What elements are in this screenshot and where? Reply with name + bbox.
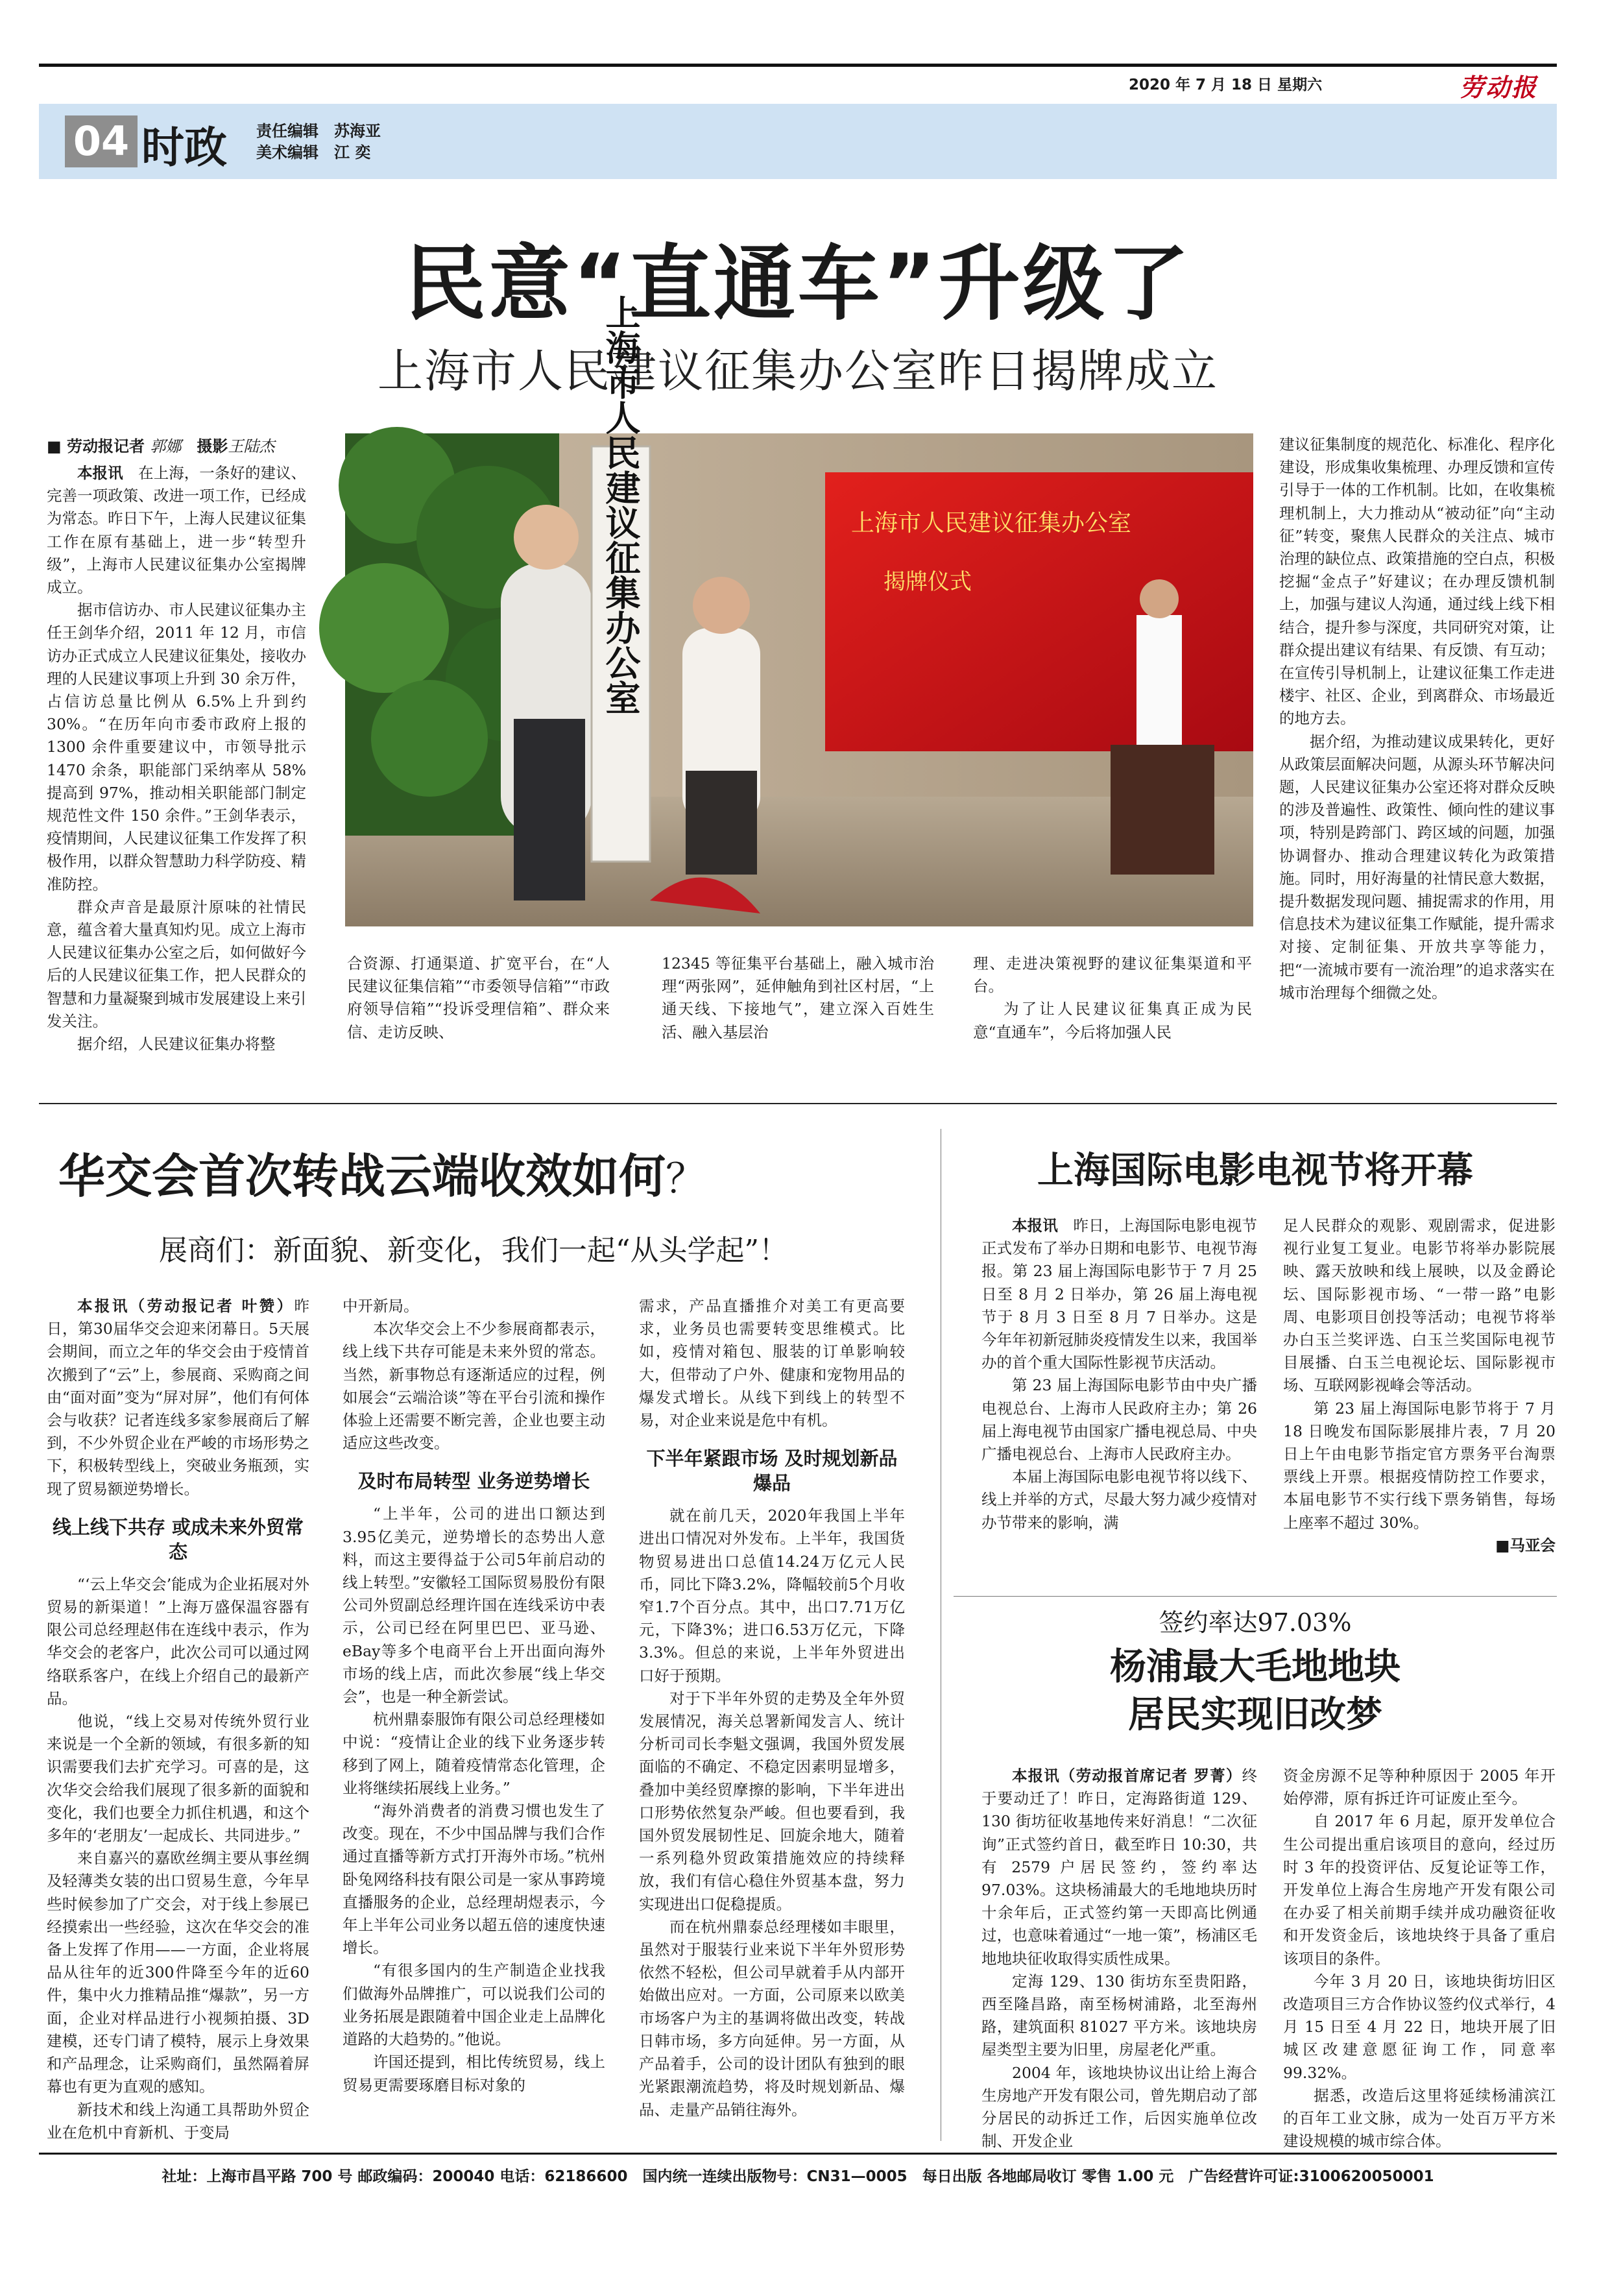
a1-column-1: 本报讯 在上海，一条好的建议、完善一项政策、改进一项工作，已经成为常态。昨日下午，上海人民建议征集工作在原有基础上，进一步“转型升级”，上海市人民建议征集办公室揭牌成立。 据市信访办、市人民建议征集办主任王剑华介绍，2011 年 12 月，市信访办正式成立人民建议征集处，接收办理的人民建议事项上升到 30 余万件，占信访总量比例从 6.5%上升到约 30%。“在历年向市委市政府上报的 1300 余件重要建议中，市领导批示 1470 余条，职能部门采纳率从 58%提高到 97%，推动相关职能部门制定规范性文件 150 余件。”王剑华表示，疫情期间，人民建议征集工作发挥了积极作用，以群众智慧助力科学防疫、精准防控。 群众声音是最原汁原味的社情民意，蕴含着大量真知灼见。成立上海市人民建议征集办公室之后，如何做好今后的人民建议征集工作，把人民群众的智慧和力量凝聚到城市发展建设上来引发关注。 据介绍，人民建议征集办将整 [47,464,307,1054]
a4-column-1: 本报讯（劳动报首席记者 罗菁）终于要动迁了！昨日，定海路街道 129、130 街坊征收基地传来好消息！“二次征询”正式签约首日，截至昨日 10:30，共有 2579 户居民签约，签约率达 97.03%。这块杨浦最大的毛地地块历时十余年后，正式签约第一天即高比例通过，也意味着通过“一地一策”，杨浦区毛地地块征收取得实质性成果。 定海 129、130 街坊东至贵阳路，西至隆昌路，南至杨树浦路，北至海州路，建筑面积 81027 平方米。该地块房屋类型主要为旧里，房屋老化严重。 2004 年，该地块协议出让给上海合生房地产开发有限公司，曾先期启动了部分居民的动拆迁工作，后因实施单位改制、开发企业 [981,1767,1257,2151]
a2-subtitle: 展商们：新面貌、新变化，我们一起“从头学起”！ [159,1234,787,1267]
a3-column-1: 本报讯 昨日，上海国际电影电视节正式发布了举办日期和电影节、电视节海报。第 23 届上海国际电影节于 7 月 25 日至 8 月 2 日举办，第 26 届上海电视节于 8 月 3 日至 8 月 7 日举办。这是今年年初新冠肺炎疫情发生以来，我国举办的首个重大国际性影视节庆活动。 第 23 届上海国际电影节由中央广播电视总台、上海市人民政府主办；第 26 届上海电视节由国家广播电视总局、中央广播电视总台、上海市人民政府主办。 本届上海国际电影电视节将以线下、线上并举的方式，尽最大努力减少疫情对办节带来的影响，满 [981,1216,1258,1532]
a4-title-2: 居民实现旧改梦 [1128,1694,1382,1736]
a3-bottom-rule [954,1596,1557,1597]
footer-imprint: 社址：上海市昌平路 700 号 邮政编码：200040 电话：62186600 国内统一连续出版物号：CN31—0005 每日出版 各地邮局收订 零售 1.00 元 广告经营许可证:3100620050001 [162,2168,1434,2185]
a2-title: 华交会首次转战云端收效如何？ [58,1149,706,1203]
section-name: 时政 [141,122,227,173]
a4-kicker: 签约率达97.03% [1159,1608,1352,1637]
a1-subtitle: 上海市人民建议征集办公室昨日揭牌成立 [378,344,1218,398]
footer-rule [39,2153,1557,2155]
a1-column-right: 建议征集制度的规范化、标准化、程序化建设，形成集收集梳理、办理反馈和宣传引导于一体的工作机制。比如，在收集梳理机制上，大力推动从“被动征”向“主动征”转变，聚焦人民群众的关注点、城市治理的缺位点、政策措施的空白点，积极挖掘“金点子”好建议；在办理反馈机制上，加强与建议人沟通，通过线上线下相结合，提升参与深度，共同研究对策，让群众提出建议有结果、有反馈、有互动；在宣传引导机制上，让建议征集工作走进楼宇、社区、企业，到离群众、市场最近的地方去。 据介绍，为推动建议成果转化，更好从政策层面解决问题，从源头环节解决问题，人民建议征集办公室还将对群众反映的涉及普遍性、政策性、倾向性的建议事项，特别是跨部门、跨区域的问题，加强协调督办、推动合理建议转化为政策措施。同时，用好海量的社情民意大数据，提升数据发现问题、捕捉需求的作用，用信息技术为建议征集工作赋能，提升需求对接、定制征集、开放共享等能力，把“一流城市要有一流治理”的追求落实在城市治理每个细微之处。 [1279,435,1555,1002]
editor-credits: 责任编辑 苏海亚 美术编辑 江 奕 [256,122,381,162]
issue-date: 2020 年 7 月 18 日 星期六 [1129,77,1323,93]
screen-text-1: 上海市人民建议征集办公室 [851,510,1132,537]
a1-under-photo-3: 理、走进决策视野的建议征集渠道和平台。 为了让人民建议征集真正成为民意“直通车”，今后将加强人民 [973,954,1252,1041]
a1-byline: ■ 劳动报记者 郭娜 摄影王陆杰 [47,437,275,455]
a2-column-1: 本报讯（劳动报记者 叶赞）昨日，第30届华交会迎来闭幕日。5天展会期间，而立之年的华交会由于疫情首次搬到了“云”上，参展商、采购商之间由“面对面”变为“屏对屏”，他们有何体会与收获？记者连线多家参展商后了解到，不少外贸企业在严峻的市场形势之下，积极转型线上，突破业务瓶颈，实现了贸易额逆势增长。 线上线下共存 或成未来外贸常态 “‘云上华交会’能成为企业拓展对外贸易的新渠道！”上海万盛保温容器有限公司总经理赵伟在连线中表示，作为华交会的老客户，此次公司可以通过网络联系客户，在线上介绍自己的最新产品。 他说，“线上交易对传统外贸行业来说是一个全新的领域，有很多新的知识需要我们去扩充学习。可喜的是，这次华交会给我们展现了很多新的面貌和变化，我们也要全力抓住机遇，和这个多年的‘老朋友’一起成长、共同进步。” 来自嘉兴的嘉欧丝绸主要从事丝绸及轻薄类女装的出口贸易生意，今年早些时候参加了广交会，对于线上参展已经摸索出一些经验，这次在华交会的准备上发挥了作用——一方面，企业将展品从往年的近300件降至今年的近60件，集中火力推精品推“爆款”，另一方面，企业对样品进行小视频拍摄、3D建模，还专门请了模特，展示上身效果和产品理念，让采购商们，虽然隔着屏幕也有更为直观的感知。 新技术和线上沟通工具帮助外贸企业在危机中育新机、于变局 [47,1297,309,2142]
masthead-logo: 劳动报 [1460,73,1538,102]
a1-bottom-rule [39,1103,1557,1104]
page-number: 04 [65,115,138,167]
a3-column-2: 足人民群众的观影、观剧需求，促进影视行业复工复业。电影节将举办影院展映、露天放映和线上展映，以及金爵论坛、国际影视市场、“一带一路”电影周、电影项目创投等活动；电视节将举办白玉兰奖评选、白玉兰奖国际电视节目展播、白玉兰电视论坛、国际影视市场、互联网影视峰会等活动。 第 23 届上海国际电影节将于 7 月 18 日晚发布国际影展排片表，7 月 20 日上午由电影节指定官方票务平台淘票票线上开票。根据疫情防控工作要求，本届电影节不实行线下票务销售，每场上座率不超过 30%。 ■马亚会 [1283,1216,1556,1554]
a4-column-2: 资金房源不足等种种原因于 2005 年开始停滞，原有拆迁许可证废止至今。 自 2017 年 6 月起，原开发单位合生公司提出重启该项目的意向，经过历时 3 年的投资评估、反复论证等工作，开发单位上海合生房地产开发有限公司在办妥了相关前期手续并成功融资征收和开发资金后，该地块终于具备了重启该项目的条件。 今年 3 月 20 日，该地块街坊旧区改造项目三方合作协议签约仪式举行，4 月 15 日至 4 月 22 日，地块开展了旧城区改建意愿征询工作，同意率 99.32%。 据悉，改造后这里将延续杨浦滨江的百年工业文脉，成为一处百万平方米建设规模的城市综合体。 [1283,1767,1556,2151]
a1-under-photo-1: 合资源、打通渠道、扩宽平台，在“人民建议征集信箱”“市委领导信箱”“市政府领导信箱”“投诉受理信箱”、群众来信、走访反映、 [347,954,610,1041]
plaque-text: 上海市人民建议征集办公室 [600,295,642,715]
a2-column-2: 中开新局。 本次华交会上不少参展商都表示，线上线下共存可能是未来外贸的常态。当然，新事物总有逐渐适应的过程，例如展会“云端洽谈”等在平台引流和操作体验上还需要不断完善，企业也要主动适应这些改变。 及时布局转型 业务逆势增长 “上半年，公司的进出口额达到3.95亿美元，逆势增长的态势出人意料，而这主要得益于公司5年前启动的线上转型。”安徽轻工国际贸易股份有限公司外贸副总经理许国在连线采访中表示，公司已经在阿里巴巴、亚马逊、eBay等多个电商平台上开出面向海外市场的线上店，而此次参展“线上华交会”，也是一种全新尝试。 杭州鼎泰服饰有限公司总经理楼如中说：“疫情让企业的线下业务逐步转移到了网上，随着疫情常态化管理，企业将继续拓展线上业务。” “海外消费者的消费习惯也发生了改变。现在，不少中国品牌与我们合作通过直播等新方式打开海外市场。”杭州卧兔网络科技有限公司是一家从事跨境直播服务的企业，总经理胡煜表示，今年上半年公司业务以超五倍的速度快速增长。 “有很多国内的生产制造企业找我们做海外品牌推广，可以说我们公司的业务拓展是跟随着中国企业走上品牌化道路的大趋势的。”他说。 许国还提到，相比传统贸易，线上贸易更需要琢磨目标对象的 [343,1297,605,2094]
a4-title-1: 杨浦最大毛地地块 [1110,1646,1401,1688]
top-rule [39,64,1557,67]
screen-text-2: 揭牌仪式 [884,569,972,595]
a1-under-photo-2: 12345 等征集平台基础上，融入城市治理“两张网”，延伸触角到社区村居，“上通天线、下接地气”，建立深入百姓生活、融入基层治 [662,954,934,1041]
a1-title: 民意“直通车”升级了 [404,236,1192,332]
a2-column-3: 需求，产品直播推介对美工有更高要求，业务员也需要转变思维模式。比如，疫情对箱包、服装的订单影响较大，但带动了户外、健康和宠物用品的爆发式增长。从线下到线上的转型不易，对企业来说是危中有机。 下半年紧跟市场 及时规划新品爆品 就在前几天，2020年我国上半年进出口情况对外发布。上半年，我国货物贸易进出口总值14.24万亿元人民币，同比下降3.2%，降幅较前5个月收窄1.7个百分点。其中，出口7.71万亿元，下降3%；进口6.53万亿元，下降3.3%。但总的来说，上半年外贸进出口好于预期。 对于下半年外贸的走势及全年外贸发展情况，海关总署新闻发言人、统计分析司司长李魁文强调，我国外贸发展面临的不确定、不稳定因素明显增多，叠加中美经贸摩擦的影响，下半年进出口形势依然复杂严峻。但也要看到，我国外贸发展韧性足、回旋余地大，随着一系列稳外贸政策措施效应的持续释放，我们有信心稳住外贸基本盘，努力实现进出口促稳提质。 而在杭州鼎泰总经理楼如丰眼里，虽然对于服装行业来说下半年外贸形势依然不轻松，但公司早就着手从内部开始做出应对。一方面，公司原来以欧美市场客户为主的基调将做出改变，转战日韩市场，多方向延伸。另一方面，从产品着手，公司的设计团队有独到的眼光紧跟潮流趋势，将及时规划新品、爆品、走量产品销往海外。 [639,1297,905,2119]
a3-title: 上海国际电影电视节将开幕 [1037,1150,1473,1192]
